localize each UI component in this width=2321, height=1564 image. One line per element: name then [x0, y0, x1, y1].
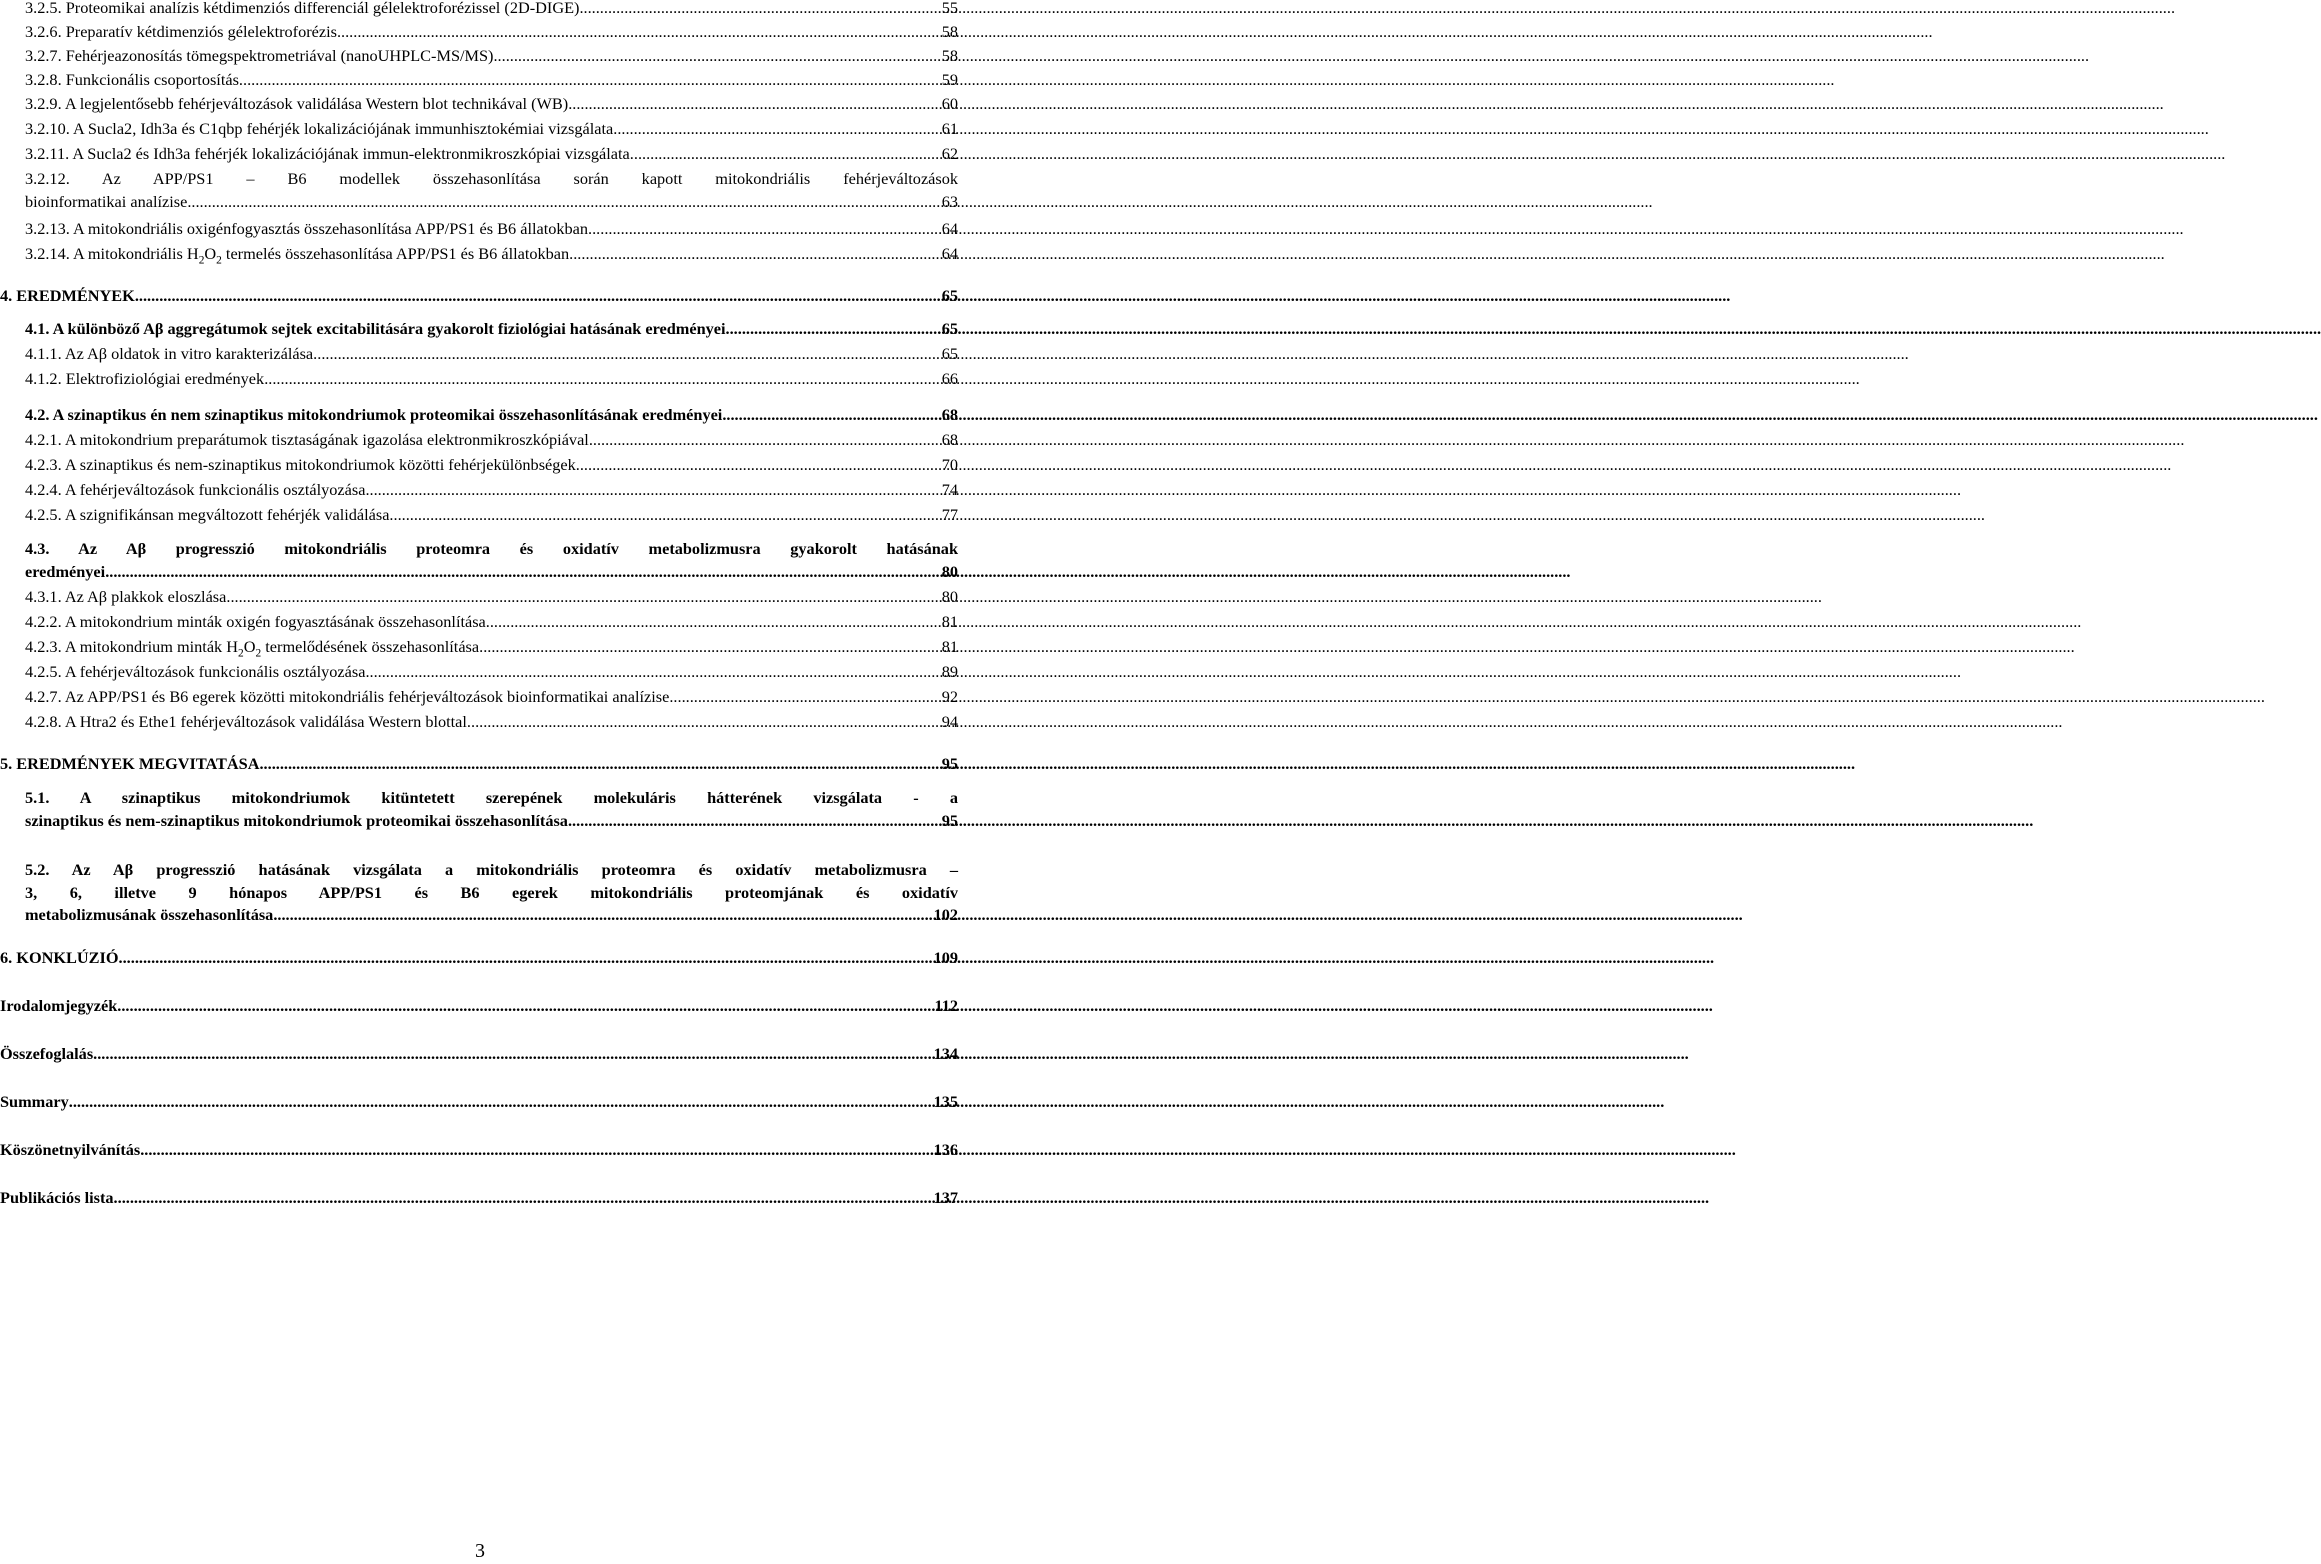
toc-title: KONKLÚZIÓ — [16, 948, 119, 967]
toc-entry-4-3-1[interactable] — [25, 586, 958, 608]
toc-title: A különböző Aβ aggregátumok sejtek excitabilitására gyakorolt fiziológiai hatásának eredményei — [52, 319, 726, 338]
toc-number: 4.2. — [25, 405, 50, 424]
toc-page: 74 — [941, 480, 958, 499]
toc-leader-dots — [365, 479, 941, 501]
toc-entry-4-2-7[interactable] — [25, 686, 958, 708]
toc-entry-3-2-10[interactable] — [25, 118, 958, 140]
toc-page: 70 — [941, 455, 958, 474]
toc-entry-3-2-6[interactable] — [25, 21, 958, 43]
toc-title-line-1: Az Aβ progresszió hatásának vizsgálata a mitokondriális proteomra és oxidatív metabolizmusra – — [71, 860, 959, 879]
toc-page: 80 — [941, 561, 958, 581]
toc-entry-5[interactable] — [0, 753, 958, 775]
toc-page: 68 — [941, 405, 958, 424]
toc-title: Az Aβ oldatok in vitro karakterizálása — [64, 344, 314, 363]
toc-title-line-3: metabolizmusának összehasonlítása. — [25, 905, 278, 924]
toc-number: 4.1. — [25, 319, 50, 338]
toc-leader-dots — [135, 285, 942, 307]
toc-title: A mitokondriális oxigénfogyasztás összehasonlítása APP/PS1 és B6 állatokban — [72, 219, 589, 238]
toc-title: Summary — [0, 1092, 69, 1111]
toc-entry-publikacios-lista[interactable] — [0, 1187, 958, 1209]
toc-entry-4-1-2[interactable] — [25, 368, 958, 390]
toc-number: 4.2.7. — [25, 687, 62, 706]
toc-page: 136 — [933, 1140, 958, 1159]
toc-entry-4-2-2[interactable] — [25, 611, 958, 633]
toc-entry-4-2-5-b[interactable] — [25, 661, 958, 683]
toc-title-line-2: bioinformatikai analízise — [25, 191, 188, 211]
toc-page: 137 — [933, 1188, 958, 1207]
toc-page: 65 — [941, 286, 958, 305]
toc-leader-dots — [479, 636, 942, 658]
toc-title: EREDMÉNYEK MEGVITATÁSA — [16, 754, 260, 773]
toc-title: A fehérjeváltozások funkcionális osztályozása — [64, 480, 366, 499]
toc-number: 4.2.3. — [25, 455, 62, 474]
toc-leader-dots — [140, 1139, 933, 1161]
toc-entry-3-2-8[interactable] — [25, 69, 958, 91]
toc-title-line-2: szinaptikus és nem-szinaptikus mitokondriumok proteomikai összehasonlítása — [25, 810, 568, 830]
toc-page: 61 — [941, 119, 958, 138]
toc-page: 95 — [941, 810, 958, 830]
toc-title: Összefoglalás — [0, 1044, 94, 1063]
toc-leader-dots — [568, 810, 942, 833]
toc-subscript: 2 — [238, 647, 244, 660]
toc-leader-dots — [239, 69, 942, 91]
toc-number: 4. — [0, 286, 13, 305]
toc-page: 112 — [934, 996, 958, 1015]
toc-page: 64 — [941, 219, 958, 238]
toc-page: 65 — [941, 344, 958, 363]
toc-page: 109 — [933, 948, 958, 967]
toc-leader-dots — [313, 343, 942, 365]
toc-title: Fehérjeazonosítás tömegspektrometriával (nanoUHPLC-MS/MS) — [65, 46, 494, 65]
toc-leader-dots — [117, 995, 934, 1017]
toc-number: 3.2.6. — [25, 22, 62, 41]
toc-entry-summary[interactable] — [0, 1091, 958, 1113]
toc-number: 6. — [0, 948, 13, 967]
toc-number: 4.1.2. — [25, 369, 62, 388]
toc-title: Irodalomjegyzék — [0, 996, 118, 1015]
toc-entry-3-2-12[interactable] — [25, 168, 958, 213]
toc-leader-dots — [105, 561, 942, 584]
toc-number: 3.2.5. — [25, 0, 62, 17]
toc-page: 64 — [941, 244, 958, 263]
toc-title-line-1: A szinaptikus mitokondriumok kitüntetett szerepének molekuláris hátterének vizsgálata - a — [79, 788, 959, 807]
toc-entry-3-2-14[interactable] — [25, 243, 958, 265]
toc-title: A mitokondrium preparátumok tisztaságának igazolása elektronmikroszkópiával — [64, 430, 589, 449]
toc-number: 3.2.14. — [25, 244, 70, 263]
toc-subscript: 2 — [216, 254, 222, 267]
toc-leader-dots — [588, 218, 942, 240]
toc-entry-3-2-13[interactable] — [25, 218, 958, 240]
toc-title-part-b: O — [204, 244, 217, 263]
toc-leader-dots — [568, 93, 942, 115]
toc-title-part-c: termelés összehasonlítása APP/PS1 és B6 állatokban — [221, 244, 570, 263]
toc-leader-dots — [569, 243, 942, 265]
toc-title-line-2: 3, 6, illetve 9 hónapos APP/PS1 és B6 egerek mitokondriális proteomjának és oxidatív — [25, 882, 958, 902]
toc-entry-4-2-8[interactable] — [25, 711, 958, 733]
toc-leader-dots — [576, 454, 942, 476]
toc-title: A szinaptikus és nem-szinaptikus mitokondriumok közötti fehérjekülönbségek — [64, 455, 576, 474]
toc-entry-4-3[interactable] — [25, 538, 958, 583]
toc-number: 3.2.7. — [25, 46, 62, 65]
toc-page: 63 — [941, 191, 958, 211]
toc-number: 4.2.2. — [25, 612, 62, 631]
toc-number: 4.2.5. — [25, 505, 62, 524]
toc-entry-koszonetnyilvanitas[interactable] — [0, 1139, 958, 1161]
toc-leader-dots — [277, 904, 933, 927]
toc-entry-4-2-3-b[interactable] — [25, 636, 958, 658]
toc-number: 4.3. — [25, 539, 50, 558]
toc-number: 3.2.12. — [25, 169, 70, 188]
toc-number: 5.2. — [25, 860, 50, 879]
toc-leader-dots — [669, 686, 941, 708]
toc-entry-4-2-5[interactable] — [25, 504, 958, 526]
toc-title-part-a: A mitokondriális H — [72, 244, 199, 263]
toc-title: Az Aβ plakkok eloszlása — [64, 587, 227, 606]
toc-title-part-b: O — [243, 637, 256, 656]
toc-entry-5-1[interactable] — [25, 787, 958, 832]
toc-page: 68 — [941, 430, 958, 449]
toc-page: 60 — [941, 94, 958, 113]
toc-entry-4-2[interactable] — [25, 404, 958, 426]
toc-page: 92 — [941, 687, 958, 706]
toc-leader-dots — [589, 429, 942, 451]
toc-title-part-a: A mitokondrium minták H — [64, 637, 239, 656]
toc-title: Köszönetnyilvánítás — [0, 1140, 141, 1159]
toc-leader-dots — [93, 1043, 933, 1065]
toc-number: 3.2.8. — [25, 70, 62, 89]
toc-title: Publikációs lista — [0, 1188, 114, 1207]
toc-leader-dots — [259, 753, 941, 775]
toc-leader-dots — [226, 586, 941, 608]
toc-number: 4.3.1. — [25, 587, 62, 606]
toc-page: 66 — [941, 369, 958, 388]
toc-entry-osszefoglalas[interactable] — [0, 1043, 958, 1065]
toc-leader-dots — [187, 191, 941, 214]
toc-entry-3-2-9[interactable] — [25, 93, 958, 115]
toc-entry-3-2-11[interactable] — [25, 143, 958, 165]
toc-number: 3.2.13. — [25, 219, 70, 238]
toc-leader-dots — [722, 404, 941, 426]
toc-title: A mitokondrium minták oxigén fogyasztásának összehasonlítása — [64, 612, 486, 631]
toc-number: 4.2.4. — [25, 480, 62, 499]
toc-entry-3-2-7[interactable] — [25, 45, 958, 67]
toc-number: 4.2.8. — [25, 712, 62, 731]
toc-title: A Sucla2, Idh3a és C1qbp fehérjék lokalizációjának immunhisztokémiai vizsgálata — [72, 119, 614, 138]
toc-title-line-1: Az Aβ progresszió mitokondriális proteomra és oxidatív metabolizmusra gyakorolt hatásának — [78, 539, 959, 558]
toc-leader-dots — [493, 45, 941, 67]
toc-leader-dots — [486, 611, 942, 633]
page-number: 3 — [475, 1540, 485, 1562]
toc-entry-4-2-1[interactable] — [25, 429, 958, 451]
toc-subscript: 2 — [198, 254, 205, 267]
toc-title: A szignifikánsan megváltozott fehérjék validálása — [64, 505, 390, 524]
toc-leader-dots — [579, 0, 941, 19]
toc-leader-dots — [69, 1091, 934, 1113]
toc-title: EREDMÉNYEK — [16, 286, 135, 305]
toc-title: Proteomikai analízis kétdimenziós differenciál gélelektroforézissel (2D-DIGE) — [65, 0, 580, 17]
toc-leader-dots — [467, 711, 942, 733]
toc-page: 58 — [941, 46, 958, 65]
toc-page: 80 — [941, 587, 958, 606]
toc-page: 134 — [933, 1044, 958, 1063]
toc-page: 59 — [941, 70, 958, 89]
toc-number: 4.2.3. — [25, 637, 62, 656]
toc-leader-dots — [726, 318, 942, 340]
toc-number: 3.2.11. — [25, 144, 70, 163]
toc-page: 55 — [941, 0, 958, 17]
toc-title-part-c: termelődésének összehasonlítása — [261, 637, 480, 656]
toc-title-line-1: Az APP/PS1 – B6 modellek összehasonlítása során kapott mitokondriális fehérjeváltozások — [101, 169, 959, 188]
toc-leader-dots — [613, 118, 941, 140]
toc-leader-dots — [264, 368, 942, 390]
toc-page: 58 — [941, 22, 958, 41]
toc-leader-dots — [337, 21, 942, 43]
toc-page: 65 — [941, 319, 958, 338]
toc-number: 3.2.9. — [25, 94, 62, 113]
toc-leader-dots — [119, 947, 934, 969]
toc-title: A Sucla2 és Idh3a fehérjék lokalizációjának immun-elektronmikroszkópiai vizsgálata — [72, 144, 630, 163]
toc-title: Funkcionális csoportosítás — [65, 70, 239, 89]
toc-entry-4[interactable] — [0, 285, 958, 307]
toc-title: Az APP/PS1 és B6 egerek közötti mitokondriális fehérjeváltozások bioinformatikai analízise — [64, 687, 670, 706]
toc-entry-4-2-4[interactable] — [25, 479, 958, 501]
toc-leader-dots — [114, 1187, 934, 1209]
toc-leader-dots — [389, 504, 941, 526]
toc-page: 62 — [941, 144, 958, 163]
toc-page: 102 — [933, 905, 958, 924]
toc-page: 95 — [941, 754, 958, 773]
toc-entry-4-2-3[interactable] — [25, 454, 958, 476]
toc-number: 4.2.5. — [25, 662, 62, 681]
toc-number: 5. — [0, 754, 13, 773]
toc-leader-dots — [630, 143, 942, 165]
toc-title: Elektrofiziológiai eredmények — [65, 369, 265, 388]
toc-title-line-2: eredményei — [25, 561, 106, 581]
toc-title: Preparatív kétdimenziós gélelektroforézis — [65, 22, 337, 41]
toc-leader-dots — [365, 661, 941, 683]
toc-entry-6[interactable] — [0, 947, 958, 969]
toc-page: 89 — [941, 662, 958, 681]
toc-number: 4.2.1. — [25, 430, 62, 449]
toc-number: 5.1. — [25, 788, 50, 807]
toc-number: 3.2.10. — [25, 119, 70, 138]
toc-title: A legjelentősebb fehérjeváltozások validálása Western blot technikával (WB) — [64, 94, 569, 113]
toc-page: 135 — [933, 1092, 958, 1111]
toc-title: A szinaptikus én nem szinaptikus mitokondriumok proteomikai összehasonlításának eredményei — [52, 405, 723, 424]
toc-subscript: 2 — [255, 647, 262, 660]
toc-entry-irodalomjegyzek[interactable] — [0, 995, 958, 1017]
toc-title: A fehérjeváltozások funkcionális osztályozása — [64, 662, 366, 681]
toc-entry-5-2[interactable] — [25, 859, 958, 927]
toc-entry-4-1[interactable] — [25, 318, 958, 340]
toc-page: 77 — [941, 505, 958, 524]
toc-entry-3-2-5[interactable] — [25, 0, 958, 19]
toc-entry-4-1-1[interactable] — [25, 343, 958, 365]
toc-page: 81 — [941, 612, 958, 631]
toc-title: A Htra2 és Ethe1 fehérjeváltozások validálása Western blottal — [64, 712, 467, 731]
toc-page: 94 — [941, 712, 958, 731]
toc-page: 81 — [941, 637, 958, 656]
toc-number: 4.1.1. — [25, 344, 62, 363]
